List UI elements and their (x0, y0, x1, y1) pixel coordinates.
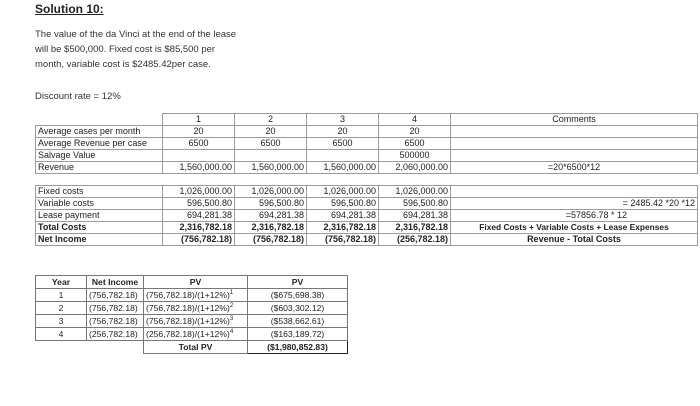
comment-cell (451, 186, 698, 198)
pv-net-income: (756,782.18) (87, 315, 144, 328)
pv-header-year: Year (36, 276, 87, 289)
cell: 6500 (379, 138, 451, 150)
pv-exponent: 3 (229, 316, 234, 323)
pv-formula (144, 302, 248, 315)
cell: (756,782.18) (235, 234, 307, 246)
comment-cell: =57856.78 * 12 (451, 210, 698, 222)
pv-formula-text: (756,782.18)/(1+12%) (146, 316, 230, 326)
income-table (35, 113, 698, 246)
cell: 596,500.80 (163, 198, 235, 210)
comment-cell (451, 150, 698, 162)
cell: 1,560,000.00 (235, 162, 307, 174)
comments-header: Comments (451, 114, 698, 126)
corner-cell (36, 114, 163, 126)
pv-year: 3 (36, 315, 87, 328)
pv-formula (144, 289, 248, 302)
pv-formula (144, 328, 248, 341)
cell: 596,500.80 (307, 198, 379, 210)
cell: (256,782.18) (379, 234, 451, 246)
table-gap (36, 174, 698, 186)
pv-net-income: (756,782.18) (87, 302, 144, 315)
cell: (756,782.18) (307, 234, 379, 246)
cell: 6500 (235, 138, 307, 150)
cell: (756,782.18) (163, 234, 235, 246)
pv-formula-text: (256,782.18)/(1+12%) (146, 329, 230, 339)
year-header-3: 3 (307, 114, 379, 126)
pv-net-income: (756,782.18) (87, 289, 144, 302)
row-label: Fixed costs (36, 186, 163, 198)
pv-formula (144, 315, 248, 328)
total-pv-label: Total PV (144, 341, 248, 354)
cell: 1,026,000.00 (307, 186, 379, 198)
cell: 1,026,000.00 (379, 186, 451, 198)
discount-rate: Discount rate = 12% (35, 91, 121, 102)
pv-year: 2 (36, 302, 87, 315)
comment-cell: = 2485.42 *20 *12 (451, 198, 698, 210)
row-label: Total Costs (36, 222, 163, 234)
intro-line-3: month, variable cost is $2485.42per case. (35, 59, 211, 70)
cell: 596,500.80 (235, 198, 307, 210)
cell: 1,026,000.00 (163, 186, 235, 198)
solution-heading: Solution 10: (35, 2, 104, 16)
row-label: Lease payment (36, 210, 163, 222)
cell: 6500 (163, 138, 235, 150)
pv-header-value: PV (248, 276, 348, 289)
cell: 20 (235, 126, 307, 138)
intro-line-1: The value of the da Vinci at the end of the lease (35, 29, 237, 40)
year-header-1: 1 (163, 114, 235, 126)
cell: 694,281.38 (307, 210, 379, 222)
cell: 2,316,782.18 (163, 222, 235, 234)
pv-exponent: 1 (229, 290, 234, 297)
cell: 1,560,000.00 (307, 162, 379, 174)
cell: 2,316,782.18 (307, 222, 379, 234)
pv-exponent: 4 (229, 329, 234, 336)
row-label: Salvage Value (36, 150, 163, 162)
year-header-4: 4 (379, 114, 451, 126)
cell: 694,281.38 (163, 210, 235, 222)
comment-cell (451, 138, 698, 150)
cell: 596,500.80 (379, 198, 451, 210)
cell: 2,060,000.00 (379, 162, 451, 174)
pv-formula-text: (756,782.18)/(1+12%) (146, 290, 230, 300)
pv-blank (36, 341, 87, 354)
cell: 1,560,000.00 (163, 162, 235, 174)
pv-net-income: (256,782.18) (87, 328, 144, 341)
cell: 20 (163, 126, 235, 138)
row-label: Variable costs (36, 198, 163, 210)
cell: 2,316,782.18 (235, 222, 307, 234)
comment-cell: Revenue - Total Costs (451, 234, 698, 246)
pv-table (35, 275, 348, 354)
cell: 20 (379, 126, 451, 138)
total-pv-value: ($1,980,852.83) (248, 341, 348, 354)
cell: 20 (307, 126, 379, 138)
pv-value: ($603,302.12) (248, 302, 348, 315)
pv-year: 1 (36, 289, 87, 302)
cell: 694,281.38 (235, 210, 307, 222)
cell: 694,281.38 (379, 210, 451, 222)
cell (235, 150, 307, 162)
row-label: Average cases per month (36, 126, 163, 138)
year-header-2: 2 (235, 114, 307, 126)
row-label: Average Revenue per case (36, 138, 163, 150)
pv-value: ($163,189.72) (248, 328, 348, 341)
cell: 2,316,782.18 (379, 222, 451, 234)
comment-cell: =20*6500*12 (451, 162, 698, 174)
pv-formula-text: (756,782.18)/(1+12%) (146, 303, 230, 313)
pv-header-net-income: Net Income (87, 276, 144, 289)
cell: 1,026,000.00 (235, 186, 307, 198)
comment-cell (451, 126, 698, 138)
pv-header-formula: PV (144, 276, 248, 289)
comment-cell: Fixed Costs + Variable Costs + Lease Expenses (451, 222, 698, 234)
pv-blank (87, 341, 144, 354)
row-label: Revenue (36, 162, 163, 174)
pv-value: ($675,698.38) (248, 289, 348, 302)
row-label: Net Income (36, 234, 163, 246)
cell (307, 150, 379, 162)
cell: 500000 (379, 150, 451, 162)
cell (163, 150, 235, 162)
pv-exponent: 2 (229, 303, 234, 310)
pv-year: 4 (36, 328, 87, 341)
cell: 6500 (307, 138, 379, 150)
intro-line-2: will be $500,000. Fixed cost is $85,500 per (35, 44, 216, 55)
pv-value: ($538,662.61) (248, 315, 348, 328)
